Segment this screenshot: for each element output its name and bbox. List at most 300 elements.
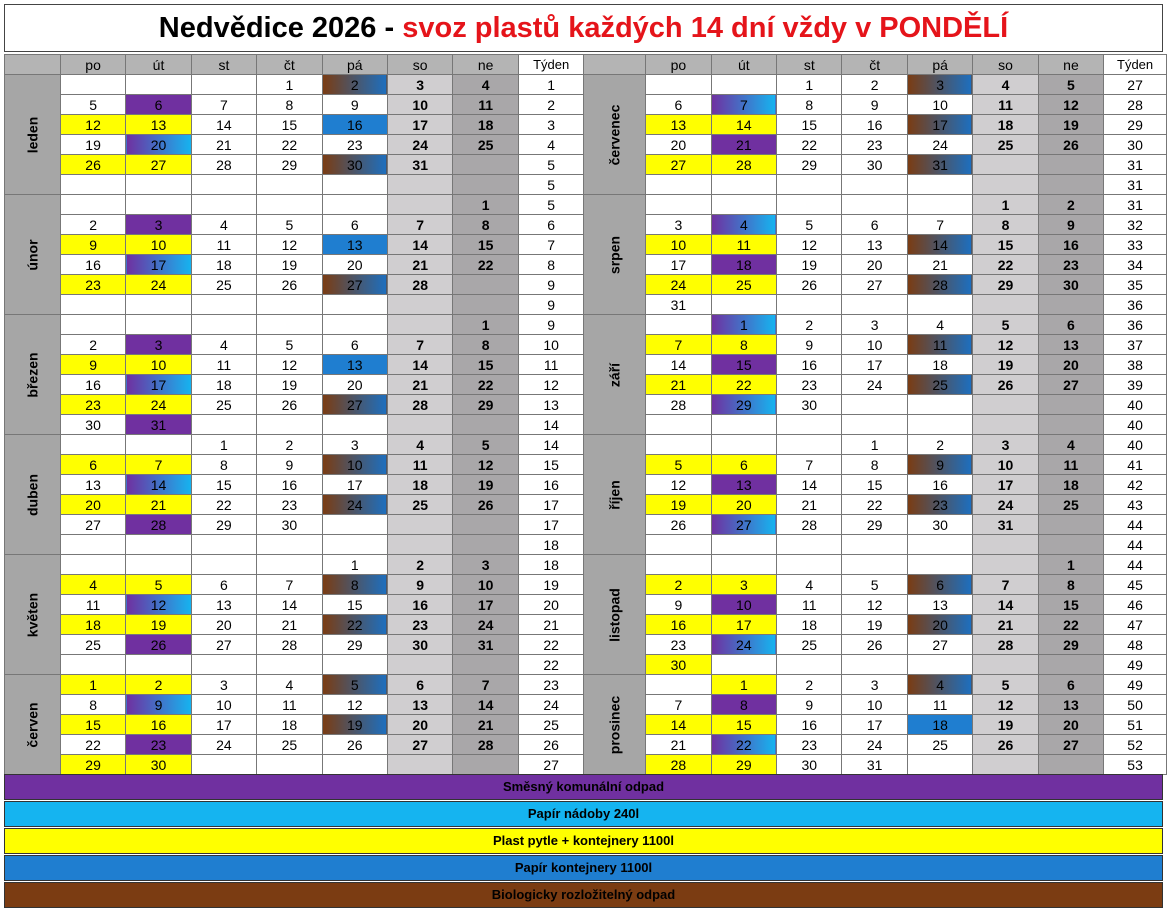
day-cell [322,175,387,195]
day-cell [453,515,518,535]
day-cell: 8 [60,695,125,715]
day-cell: 10 [322,455,387,475]
month-name: únor [24,238,41,271]
day-cell: 18 [907,715,972,735]
day-cell: 11 [387,455,452,475]
day-cell: 28 [646,755,711,775]
day-cell: 19 [973,355,1038,375]
day-cell: 26 [322,735,387,755]
day-cell: 1 [973,195,1038,215]
title-highlight: svoz plastů každých 14 dní vždy v PONDĚLÍ [402,12,1009,44]
month-label [5,675,61,775]
day-cell: 30 [126,755,191,775]
day-cell [322,535,387,555]
day-cell: 14 [711,115,776,135]
day-cell: 19 [322,715,387,735]
day-cell: 17 [322,475,387,495]
day-cell: 1 [322,555,387,575]
day-cell: 28 [191,155,256,175]
day-cell [126,175,191,195]
day-cell: 1 [453,315,518,335]
week-number: 50 [1104,695,1167,715]
day-cell [973,395,1038,415]
title-prefix: Nedvědice 2026 - [158,12,403,44]
day-cell: 8 [191,455,256,475]
day-cell: 13 [126,115,191,135]
day-cell: 18 [453,115,518,135]
day-cell: 29 [453,395,518,415]
day-cell: 5 [973,315,1038,335]
day-cell: 31 [126,415,191,435]
day-cell [907,295,972,315]
day-cell [777,175,842,195]
day-cell: 26 [60,155,125,175]
day-cell [453,655,518,675]
calendar-row [5,435,1167,455]
day-cell [842,195,907,215]
day-cell [907,415,972,435]
day-header: st [191,55,256,75]
day-cell: 11 [907,335,972,355]
day-cell: 15 [60,715,125,735]
day-cell: 14 [777,475,842,495]
day-cell: 10 [191,695,256,715]
day-cell: 28 [387,275,452,295]
day-cell: 5 [257,215,322,235]
day-cell: 27 [1038,375,1103,395]
day-cell: 14 [387,235,452,255]
week-number: 32 [1104,215,1167,235]
week-header: Týden [518,55,584,75]
day-cell [646,415,711,435]
day-cell: 4 [453,75,518,95]
week-number: 27 [518,755,584,775]
day-cell: 23 [842,135,907,155]
day-cell: 6 [387,675,452,695]
day-cell: 29 [60,755,125,775]
week-number: 10 [518,335,584,355]
day-cell: 16 [60,375,125,395]
day-cell: 16 [842,115,907,135]
day-cell [973,175,1038,195]
day-cell [322,655,387,675]
day-cell: 30 [322,155,387,175]
day-cell [257,655,322,675]
day-cell: 2 [907,435,972,455]
week-number: 42 [1104,475,1167,495]
day-header: po [60,55,125,75]
day-cell: 5 [842,575,907,595]
day-cell [322,415,387,435]
week-number: 41 [1104,455,1167,475]
week-number: 2 [518,95,584,115]
day-cell: 11 [453,95,518,115]
day-cell [842,535,907,555]
day-cell: 16 [777,355,842,375]
day-cell: 9 [257,455,322,475]
day-cell: 24 [322,495,387,515]
day-cell: 23 [907,495,972,515]
day-cell: 14 [191,115,256,135]
day-cell: 4 [191,215,256,235]
day-cell: 16 [387,595,452,615]
day-cell: 21 [387,375,452,395]
day-cell: 14 [646,355,711,375]
day-cell: 20 [387,715,452,735]
day-cell: 29 [191,515,256,535]
day-header: ne [1038,55,1103,75]
day-cell: 5 [322,675,387,695]
day-cell: 19 [646,495,711,515]
day-cell: 1 [60,675,125,695]
day-cell: 21 [191,135,256,155]
day-cell [453,295,518,315]
day-cell: 28 [646,395,711,415]
day-cell: 15 [191,475,256,495]
month-label [584,675,646,775]
day-cell [973,415,1038,435]
day-cell [191,195,256,215]
day-cell: 13 [1038,695,1103,715]
day-cell [777,655,842,675]
month-name: květen [24,592,41,637]
day-cell [711,655,776,675]
week-number: 9 [518,295,584,315]
day-cell: 11 [257,695,322,715]
day-cell: 2 [126,675,191,695]
day-cell [60,295,125,315]
day-cell: 16 [1038,235,1103,255]
day-cell [387,415,452,435]
day-cell: 20 [191,615,256,635]
week-number: 40 [1104,435,1167,455]
day-cell [257,175,322,195]
day-cell: 8 [453,335,518,355]
week-number: 18 [518,555,584,575]
month-label [5,555,61,675]
day-cell: 27 [322,395,387,415]
day-cell: 29 [777,155,842,175]
day-cell: 20 [322,255,387,275]
page-title [4,4,1163,52]
day-cell: 20 [646,135,711,155]
day-cell: 12 [126,595,191,615]
day-cell [1038,415,1103,435]
calendar-row [5,195,1167,215]
day-cell: 18 [973,115,1038,135]
day-cell: 19 [257,255,322,275]
day-cell: 3 [191,675,256,695]
day-cell: 20 [1038,715,1103,735]
day-cell: 3 [453,555,518,575]
day-cell: 10 [126,355,191,375]
day-cell: 24 [907,135,972,155]
week-number: 15 [518,455,584,475]
day-cell: 15 [322,595,387,615]
day-header: út [126,55,191,75]
day-cell: 25 [777,635,842,655]
day-cell: 18 [907,355,972,375]
day-cell [257,315,322,335]
day-cell: 9 [322,95,387,115]
day-cell [1038,535,1103,555]
day-cell: 28 [777,515,842,535]
day-cell [842,555,907,575]
day-cell: 2 [842,75,907,95]
day-cell: 28 [126,515,191,535]
day-cell [453,175,518,195]
week-number: 28 [1104,95,1167,115]
week-number: 16 [518,475,584,495]
day-cell: 22 [453,375,518,395]
day-cell: 9 [60,235,125,255]
legend-item: Biologicky rozložitelný odpad [4,882,1163,908]
day-cell [907,175,972,195]
calendar-row [5,315,1167,335]
month-label [5,315,61,435]
calendar-row [5,555,1167,575]
day-cell: 31 [387,155,452,175]
day-cell [126,555,191,575]
day-cell: 14 [387,355,452,375]
day-cell: 26 [777,275,842,295]
day-cell: 1 [257,75,322,95]
header-blank [5,55,61,75]
week-number: 31 [1104,155,1167,175]
week-number: 7 [518,235,584,255]
day-cell: 11 [191,355,256,375]
day-cell: 9 [777,695,842,715]
day-cell [60,435,125,455]
day-cell: 5 [777,215,842,235]
day-cell: 6 [126,95,191,115]
day-cell [387,175,452,195]
month-label [584,75,646,195]
day-cell: 2 [777,315,842,335]
week-number: 25 [518,715,584,735]
day-cell: 19 [777,255,842,275]
week-number: 40 [1104,415,1167,435]
day-cell [387,655,452,675]
week-number: 36 [1104,295,1167,315]
day-cell: 15 [777,115,842,135]
week-number: 22 [518,635,584,655]
day-cell: 11 [973,95,1038,115]
month-name: březen [24,351,41,398]
day-cell: 23 [387,615,452,635]
day-cell: 25 [60,635,125,655]
week-number: 35 [1104,275,1167,295]
week-number: 14 [518,415,584,435]
day-cell: 13 [387,695,452,715]
day-cell [711,415,776,435]
day-cell [1038,175,1103,195]
day-cell [907,655,972,675]
day-cell: 19 [60,135,125,155]
day-cell: 7 [387,215,452,235]
day-cell: 17 [126,375,191,395]
day-cell: 23 [60,395,125,415]
day-cell [1038,295,1103,315]
day-cell: 2 [777,675,842,695]
day-cell [453,415,518,435]
day-cell: 5 [1038,75,1103,95]
day-cell: 15 [1038,595,1103,615]
day-cell: 8 [453,215,518,235]
week-number: 44 [1104,555,1167,575]
week-number: 8 [518,255,584,275]
week-number: 21 [518,615,584,635]
day-cell: 14 [453,695,518,715]
day-cell: 8 [1038,575,1103,595]
day-header: út [711,55,776,75]
day-cell: 21 [711,135,776,155]
day-cell: 2 [322,75,387,95]
day-cell: 4 [387,435,452,455]
day-cell [777,535,842,555]
month-label [5,75,61,195]
day-cell: 4 [60,575,125,595]
day-cell: 16 [126,715,191,735]
week-number: 18 [518,535,584,555]
day-cell: 20 [322,375,387,395]
week-number: 29 [1104,115,1167,135]
day-cell: 23 [126,735,191,755]
day-cell: 2 [60,215,125,235]
day-cell: 20 [1038,355,1103,375]
day-cell [191,555,256,575]
day-cell [191,415,256,435]
day-cell: 12 [257,235,322,255]
day-cell: 7 [257,575,322,595]
day-cell: 19 [257,375,322,395]
day-cell [842,295,907,315]
day-cell: 1 [191,435,256,455]
day-cell: 17 [453,595,518,615]
day-cell: 3 [126,215,191,235]
day-cell [60,195,125,215]
day-cell [257,755,322,775]
day-cell: 10 [387,95,452,115]
day-cell [1038,515,1103,535]
day-cell: 13 [322,355,387,375]
day-cell [60,555,125,575]
week-number: 30 [1104,135,1167,155]
week-number: 5 [518,195,584,215]
week-number: 44 [1104,515,1167,535]
week-number: 31 [1104,195,1167,215]
day-cell: 22 [257,135,322,155]
day-cell: 7 [126,455,191,475]
day-cell: 29 [257,155,322,175]
day-cell: 25 [973,135,1038,155]
day-cell: 24 [842,375,907,395]
day-cell: 9 [842,95,907,115]
day-cell: 25 [907,735,972,755]
day-cell: 24 [126,395,191,415]
day-cell: 15 [973,235,1038,255]
day-cell [60,75,125,95]
legend-item: Směsný komunální odpad [4,774,1163,800]
week-number: 9 [518,275,584,295]
day-cell [711,75,776,95]
day-cell: 27 [842,275,907,295]
day-cell [126,655,191,675]
month-name: duben [24,473,41,516]
week-number: 38 [1104,355,1167,375]
day-cell: 27 [711,515,776,535]
day-cell: 18 [777,615,842,635]
month-name: srpen [606,235,623,274]
day-cell: 25 [257,735,322,755]
day-cell: 13 [60,475,125,495]
day-cell: 22 [711,735,776,755]
day-cell: 29 [711,395,776,415]
month-name: červen [24,701,41,748]
header-blank [584,55,646,75]
day-cell: 18 [257,715,322,735]
day-header: pá [322,55,387,75]
day-cell: 17 [842,355,907,375]
month-name: leden [24,116,41,153]
day-cell: 25 [453,135,518,155]
day-cell [646,535,711,555]
day-cell: 11 [907,695,972,715]
day-cell: 11 [1038,455,1103,475]
day-cell [387,755,452,775]
day-cell: 30 [907,515,972,535]
day-cell: 26 [257,275,322,295]
day-cell [322,755,387,775]
day-cell: 25 [907,375,972,395]
day-cell [842,175,907,195]
day-cell: 21 [973,615,1038,635]
day-cell: 30 [842,155,907,175]
day-cell: 4 [257,675,322,695]
day-cell: 22 [453,255,518,275]
day-cell: 21 [387,255,452,275]
day-cell [711,435,776,455]
day-header: so [973,55,1038,75]
day-cell: 23 [60,275,125,295]
day-cell: 30 [777,755,842,775]
week-number: 1 [518,75,584,95]
day-cell [973,535,1038,555]
day-cell [646,315,711,335]
day-cell: 20 [907,615,972,635]
day-cell: 6 [60,455,125,475]
week-number: 45 [1104,575,1167,595]
week-number: 52 [1104,735,1167,755]
day-cell: 30 [257,515,322,535]
day-cell [777,195,842,215]
day-cell: 4 [1038,435,1103,455]
day-cell: 13 [842,235,907,255]
day-cell [453,755,518,775]
day-cell: 13 [907,595,972,615]
week-number: 12 [518,375,584,395]
day-cell: 18 [191,255,256,275]
day-cell: 24 [453,615,518,635]
day-cell: 25 [191,275,256,295]
day-cell [453,535,518,555]
day-cell: 25 [1038,495,1103,515]
day-cell: 23 [322,135,387,155]
day-cell: 11 [711,235,776,255]
day-cell: 28 [711,155,776,175]
day-cell: 15 [257,115,322,135]
day-cell [191,535,256,555]
